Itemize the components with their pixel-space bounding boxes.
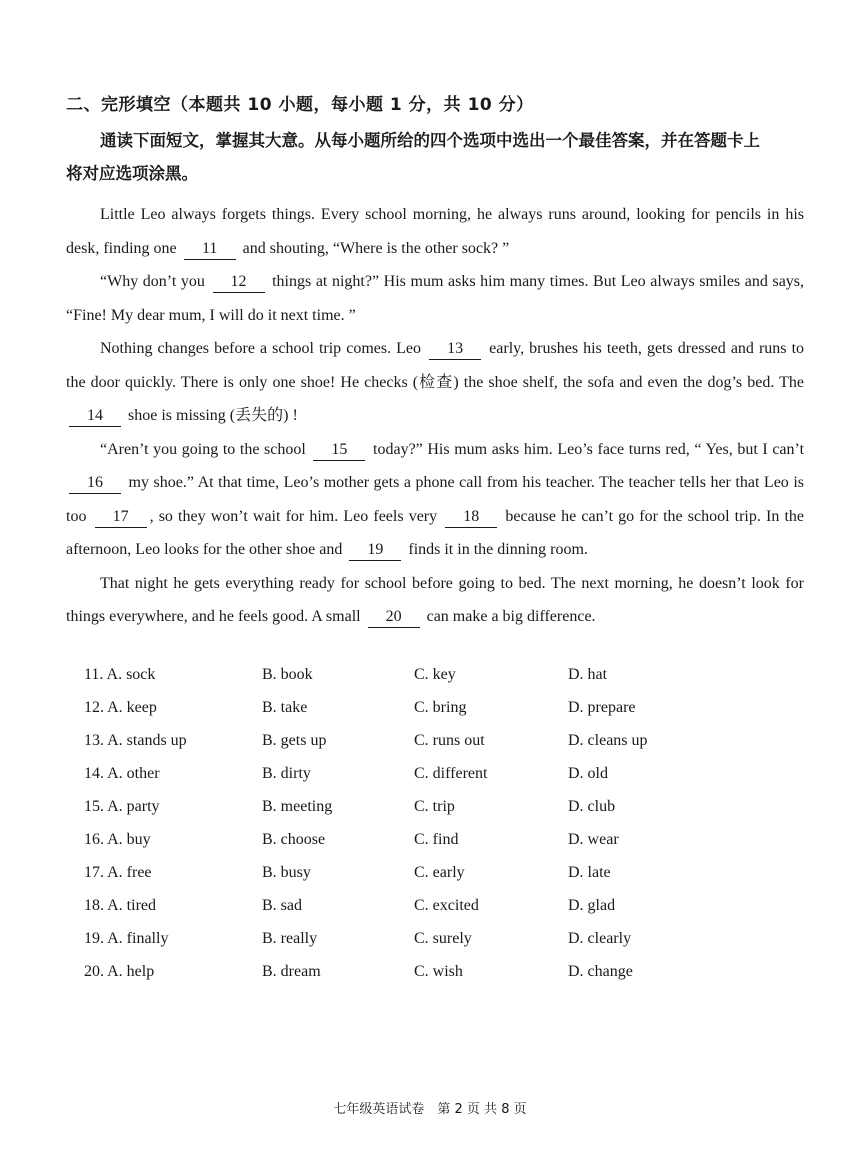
option-c: C. different <box>414 765 488 782</box>
section-instructions <box>66 124 805 190</box>
passage-text: “Why don’t you <box>100 273 205 290</box>
option-row-15 <box>84 792 784 825</box>
option-a: 14. A. other <box>84 765 160 782</box>
option-b: B. dream <box>262 963 321 980</box>
option-a: 20. A. help <box>84 963 155 980</box>
option-b: B. meeting <box>262 798 333 815</box>
blank-14: 14 <box>69 406 121 427</box>
passage-text: Little Leo always forgets things. Every school morning, he always runs around, looking for pencils in his desk, finding one <box>66 206 804 257</box>
passage-text: today?” His mum asks him. Leo’s face turns red, “ Yes, but I can’t <box>373 440 805 458</box>
blank-13: 13 <box>429 339 481 360</box>
blank-11: 11 <box>184 239 236 260</box>
option-a: 19. A. finally <box>84 930 169 947</box>
option-b: B. book <box>262 666 313 683</box>
option-a: 16. A. buy <box>84 831 151 848</box>
passage-text: Nothing changes before a school trip comes. Leo <box>100 340 422 357</box>
instruction-line-2: 将对应选项涂黑。 <box>66 164 198 183</box>
blank-16: 16 <box>69 473 121 494</box>
option-c: C. early <box>414 864 465 881</box>
option-row-18 <box>84 891 784 924</box>
option-c: C. runs out <box>414 732 485 749</box>
option-row-13 <box>84 726 784 759</box>
passage-text: , so they won’t wait for him. Leo feels very <box>149 507 438 525</box>
blank-20: 20 <box>368 607 420 628</box>
option-a: 11. A. sock <box>84 666 156 683</box>
paragraph-1 <box>66 198 804 265</box>
option-c: C. key <box>414 666 456 683</box>
option-d: D. clearly <box>568 930 632 947</box>
option-row-19 <box>84 924 784 957</box>
option-d: D. prepare <box>568 699 636 716</box>
passage-text: shoe is missing (丢失的) ! <box>128 407 298 424</box>
option-row-11 <box>84 660 784 693</box>
option-row-12 <box>84 693 784 726</box>
option-c: C. trip <box>414 798 455 815</box>
option-c: C. surely <box>414 930 472 947</box>
option-b: B. busy <box>262 864 311 881</box>
option-row-14 <box>84 759 784 792</box>
option-a: 18. A. tired <box>84 897 156 914</box>
blank-15: 15 <box>313 440 365 461</box>
paragraph-3 <box>66 332 804 433</box>
option-d: D. cleans up <box>568 732 648 749</box>
option-d: D. change <box>568 963 633 980</box>
option-c: C. wish <box>414 963 463 980</box>
passage-text: “Aren’t you going to the school <box>100 440 306 458</box>
option-b: B. take <box>262 699 308 716</box>
blank-17: 17 <box>95 507 147 528</box>
option-c: C. find <box>414 831 459 848</box>
passage-text: things at night?” His mum asks him many times. But Leo always smiles and says, “Fine! My dear mum, I will do it next time. ” <box>66 273 805 324</box>
passage-text: finds it in the dinning room. <box>408 541 588 558</box>
option-row-20 <box>84 957 784 990</box>
option-d: D. glad <box>568 897 616 914</box>
option-a: 15. A. party <box>84 798 160 815</box>
option-row-16 <box>84 825 784 858</box>
option-b: B. really <box>262 930 318 947</box>
option-b: B. dirty <box>262 765 311 782</box>
option-b: B. gets up <box>262 732 327 749</box>
option-b: B. choose <box>262 831 326 848</box>
option-d: D. club <box>568 798 616 815</box>
cloze-passage <box>66 198 804 634</box>
paragraph-2 <box>66 265 804 332</box>
page-footer: 七年级英语试卷 第 2 页 共 8 页 <box>333 1102 527 1117</box>
paragraph-4 <box>66 433 804 567</box>
option-d: D. wear <box>568 831 619 848</box>
option-c: C. excited <box>414 897 479 914</box>
option-d: D. hat <box>568 666 608 683</box>
blank-12: 12 <box>213 272 265 293</box>
instruction-line-1: 通读下面短文，掌握其大意。从每小题所给的四个选项中选出一个最佳答案，并在答题卡上 <box>100 131 760 150</box>
option-a: 17. A. free <box>84 864 152 881</box>
section-title: 二、完形填空（本题共 10 小题，每小题 1 分，共 10 分） <box>66 95 534 115</box>
passage-text: my shoe.” At that time, Leo’s mother gets a phone call from his teacher. The teacher tells her that Leo is too <box>66 474 805 525</box>
option-a: 12. A. keep <box>84 699 157 716</box>
passage-text: That night he gets everything ready for school before going to bed. The next morning, he doesn’t look for things everywhere, and he feels good. A small <box>66 574 804 625</box>
passage-text: early, brushes his teeth, gets dressed and runs to the door quickly. There is only one shoe! He checks (检查) the shoe shelf, the sofa and even the dog’s bed. The <box>66 340 805 391</box>
blank-18: 18 <box>445 507 497 528</box>
option-row-17 <box>84 858 784 891</box>
paragraph-5 <box>66 567 804 634</box>
option-a: 13. A. stands up <box>84 732 187 749</box>
blank-19: 19 <box>349 540 401 561</box>
option-c: C. bring <box>414 699 467 716</box>
option-b: B. sad <box>262 897 302 914</box>
option-d: D. old <box>568 765 608 782</box>
passage-text: and shouting, “Where is the other sock? ” <box>242 239 510 257</box>
passage-text: can make a big difference. <box>426 608 596 625</box>
answer-options <box>84 660 784 990</box>
option-d: D. late <box>568 864 611 881</box>
passage-text: because he can’t go for the school trip. In the afternoon, Leo looks for the other shoe and <box>66 507 804 558</box>
